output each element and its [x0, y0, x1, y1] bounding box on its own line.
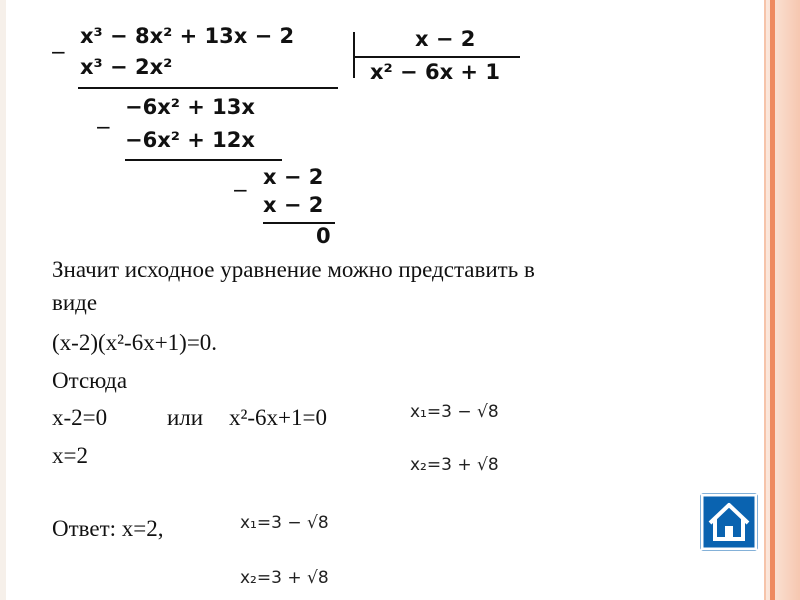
- division-step2-subtract: −6x² + 12x: [125, 128, 255, 152]
- division-final-remainder: 0: [316, 224, 331, 248]
- answer-root-x1: x₁=3 − √8: [240, 513, 329, 533]
- minus-sign-3: −: [232, 178, 249, 202]
- home-icon: [700, 493, 758, 551]
- dividend: x³ − 8x² + 13x − 2: [80, 24, 295, 48]
- division-step3-remainder: x − 2: [263, 165, 324, 189]
- minus-sign-1: −: [50, 40, 67, 64]
- divisor-bar: [353, 32, 355, 78]
- text-line-4: Отсюда: [52, 368, 128, 393]
- root-x2: x₂=3 + √8: [410, 455, 499, 475]
- divisor-rule: [355, 56, 520, 58]
- division-step2-remainder: −6x² + 13x: [125, 95, 255, 119]
- slide-right-frame-accent: [770, 0, 775, 600]
- root-x-equals-2: x=2: [52, 443, 88, 468]
- division-rule-1: [78, 87, 338, 89]
- text-line-2: виде: [52, 290, 98, 315]
- slide-left-frame: [0, 0, 6, 600]
- division-step3-subtract: x − 2: [263, 193, 324, 217]
- home-button[interactable]: [700, 493, 758, 551]
- text-line-1: Значит исходное уравнение можно представить в: [52, 257, 535, 282]
- slide-right-frame-line: [764, 0, 766, 600]
- answer-line: Ответ: х=2,: [52, 516, 164, 541]
- root-x1: x₁=3 − √8: [410, 402, 499, 422]
- answer-root-x2: x₂=3 + √8: [240, 568, 329, 588]
- factored-equation: (x-2)(x²-6x+1)=0.: [52, 330, 218, 355]
- divisor: x − 2: [415, 27, 476, 51]
- equation-left: x-2=0: [52, 405, 108, 430]
- equation-right: x²-6x+1=0: [229, 405, 327, 430]
- division-step1-subtract: x³ − 2x²: [80, 55, 173, 79]
- quotient: x² − 6x + 1: [370, 60, 500, 84]
- minus-sign-2: −: [95, 115, 112, 139]
- equation-or: или: [167, 405, 204, 430]
- division-rule-2: [125, 159, 282, 161]
